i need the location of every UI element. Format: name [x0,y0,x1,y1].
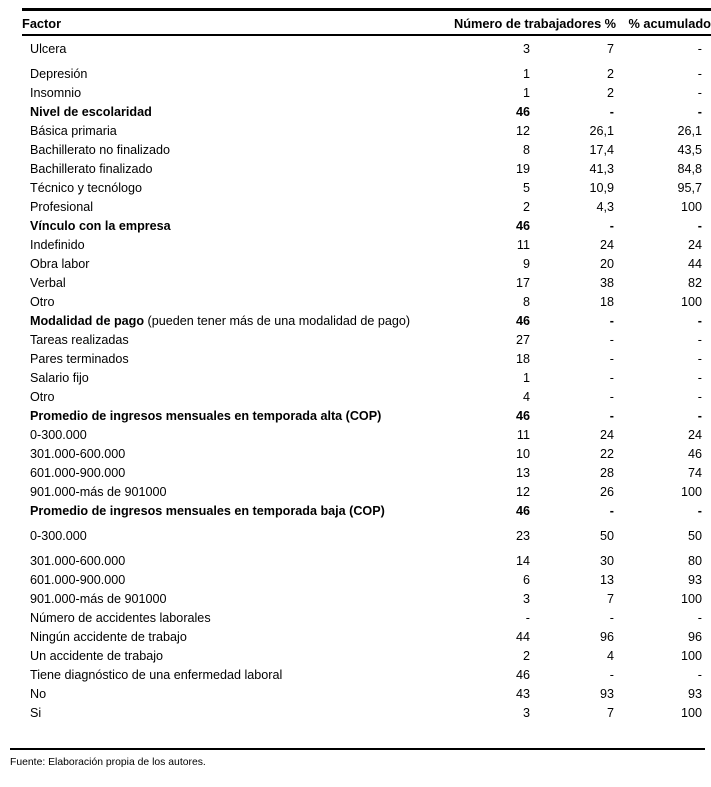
cell-factor: 901.000-más de 901000 [30,485,167,499]
cell-numero-trabajadores: - [525,611,530,625]
cell-numero-trabajadores: 1 [522,86,530,100]
cell-numero-trabajadores: 11 [516,428,530,442]
cell-factor: Nivel de escolaridad [30,105,152,119]
cell-percent: 28 [599,466,614,480]
table-header [22,0,711,34]
cell-numero-trabajadores: 17 [515,276,530,290]
table-row [22,255,711,274]
cell-factor: 301.000-600.000 [30,447,126,461]
cell-percent-acumulado: - [697,42,702,56]
table-row [22,426,711,445]
cell-percent: 93 [599,687,614,701]
cell-numero-trabajadores: 4 [522,390,530,404]
cell-percent: - [609,504,614,518]
table-row [22,502,711,521]
cell-factor: Otro [30,390,55,404]
cell-numero-trabajadores: 23 [515,529,530,543]
table-row [22,160,711,179]
table-source-note: Fuente: Elaboración propia de los autores. [10,757,206,768]
cell-factor [22,312,454,331]
cell-factor: Si [30,706,42,720]
cell-factor-label: Modalidad de pago [30,314,145,328]
cell-percent-acumulado: - [697,314,702,328]
cell-percent-acumulado: 44 [687,257,702,271]
table-bottom-rule [10,748,705,750]
cell-percent-acumulado: - [697,611,702,625]
cell-percent-acumulado: 100 [680,200,702,214]
column-header-numero-trabajadores: Número de trabajadores [454,16,602,31]
table-row [22,198,711,217]
table-row [22,331,711,350]
cell-numero-trabajadores: 9 [522,257,530,271]
cell-factor: Salario fijo [30,371,89,385]
cell-numero-trabajadores: 1 [522,371,530,385]
cell-factor: Un accidente de trabajo [30,649,164,663]
cell-numero-trabajadores: 8 [522,143,530,157]
cell-numero-trabajadores: 14 [515,554,530,568]
cell-percent: - [609,371,614,385]
cell-percent: - [609,668,614,682]
cell-numero-trabajadores: 8 [522,295,530,309]
cell-numero-trabajadores: 19 [515,162,530,176]
cell-factor: 301.000-600.000 [30,554,126,568]
cell-percent-acumulado: - [697,333,702,347]
cell-percent: 24 [599,238,614,252]
cell-factor: Tareas realizadas [30,333,129,347]
table-row [22,552,711,571]
cell-factor-note: (pueden tener más de una modalidad de pago) [144,314,411,328]
cell-percent: 2 [606,67,614,81]
cell-percent-acumulado: - [697,67,702,81]
cell-factor: Profesional [30,200,94,214]
cell-numero-trabajadores: 2 [522,200,530,214]
cell-percent: 30 [599,554,614,568]
cell-factor: Básica primaria [30,124,117,138]
table-row [22,685,711,704]
cell-percent-acumulado: 93 [687,573,702,587]
cell-numero-trabajadores: 1 [522,67,530,81]
cell-factor: Técnico y tecnólogo [30,181,143,195]
cell-percent-acumulado: - [697,105,702,119]
cell-percent-acumulado: - [697,390,702,404]
cell-percent-acumulado: 24 [687,238,702,252]
cell-percent: 18 [599,295,614,309]
cell-percent: 96 [599,630,614,644]
cell-percent-acumulado: 74 [687,466,702,480]
table-row [22,141,711,160]
cell-numero-trabajadores: 6 [522,573,530,587]
cell-percent: 2 [606,86,614,100]
cell-percent: 24 [599,428,614,442]
table-row [22,122,711,141]
cell-percent: - [609,390,614,404]
table-row [22,103,711,122]
cell-numero-trabajadores: 3 [522,42,530,56]
cell-factor: Ulcera [30,42,67,56]
table-row [22,407,711,426]
cell-factor: 601.000-900.000 [30,573,126,587]
cell-percent-acumulado: 100 [680,592,702,606]
cell-factor: Verbal [30,276,66,290]
cell-percent: - [609,409,614,423]
table-row [22,483,711,502]
table-row [22,628,711,647]
cell-factor: Promedio de ingresos mensuales en temporada baja (COP) [30,504,385,518]
cell-percent-acumulado: 26,1 [677,124,702,138]
cell-percent: - [609,333,614,347]
cell-numero-trabajadores: 11 [516,238,530,252]
statistics-table [22,0,711,723]
cell-percent: 22 [599,447,614,461]
table-row [22,84,711,103]
cell-percent-acumulado: 100 [680,649,702,663]
table-row [22,293,711,312]
cell-percent: 7 [606,706,614,720]
cell-numero-trabajadores: 46 [515,409,530,423]
cell-percent: - [609,219,614,233]
table-row [22,445,711,464]
table-row [22,34,711,65]
cell-percent-acumulado: 46 [687,447,702,461]
table-row [22,666,711,685]
cell-percent-acumulado: 96 [687,630,702,644]
table-header-row [22,0,711,34]
cell-percent-acumulado: - [697,504,702,518]
cell-percent: - [609,352,614,366]
cell-percent: 7 [606,42,614,56]
table-row [22,274,711,293]
cell-numero-trabajadores: 12 [515,485,530,499]
cell-factor: Pares terminados [30,352,129,366]
cell-factor: Ningún accidente de trabajo [30,630,187,644]
cell-factor: Depresión [30,67,88,81]
cell-percent-acumulado: - [697,86,702,100]
cell-percent: 20 [599,257,614,271]
cell-percent: 4,3 [596,200,614,214]
cell-numero-trabajadores: 10 [515,447,530,461]
cell-percent: 13 [599,573,614,587]
cell-numero-trabajadores: 46 [515,314,530,328]
table-row [22,647,711,666]
cell-numero-trabajadores: 46 [515,504,530,518]
cell-factor: Bachillerato no finalizado [30,143,171,157]
table-row [22,65,711,84]
cell-numero-trabajadores: 18 [515,352,530,366]
cell-numero-trabajadores: 46 [515,668,530,682]
cell-factor: Insomnio [30,86,82,100]
cell-numero-trabajadores: 43 [515,687,530,701]
cell-percent-acumulado: 50 [687,529,702,543]
cell-percent-acumulado: 100 [680,295,702,309]
cell-percent-acumulado: 95,7 [677,181,702,195]
table-row [22,521,711,552]
cell-factor: Obra labor [30,257,90,271]
cell-factor: Indefinido [30,238,85,252]
cell-percent-acumulado: 43,5 [677,143,702,157]
cell-factor: Otro [30,295,55,309]
table-row [22,312,711,331]
cell-percent-acumulado: - [697,371,702,385]
column-header-percent: % [604,16,616,31]
cell-percent: 4 [606,649,614,663]
cell-percent-acumulado: - [697,219,702,233]
cell-numero-trabajadores: 3 [522,592,530,606]
cell-factor: Vínculo con la empresa [30,219,171,233]
cell-percent-acumulado: 100 [680,706,702,720]
cell-percent-acumulado: 100 [680,485,702,499]
cell-numero-trabajadores: 5 [522,181,530,195]
cell-numero-trabajadores: 2 [522,649,530,663]
table-row [22,369,711,388]
table-row [22,571,711,590]
table-row [22,464,711,483]
cell-percent-acumulado: 80 [687,554,702,568]
cell-factor: 601.000-900.000 [30,466,126,480]
table-row [22,217,711,236]
cell-percent-acumulado: - [697,352,702,366]
cell-factor: 0-300.000 [30,428,87,442]
table-row [22,609,711,628]
cell-numero-trabajadores: 12 [515,124,530,138]
cell-percent-acumulado: 84,8 [677,162,702,176]
table-row [22,704,711,723]
cell-percent-acumulado: - [697,668,702,682]
cell-percent-acumulado: 24 [687,428,702,442]
cell-factor: Tiene diagnóstico de una enfermedad laboral [30,668,283,682]
cell-percent: 7 [606,592,614,606]
cell-factor: Promedio de ingresos mensuales en temporada alta (COP) [30,409,382,423]
table-row [22,179,711,198]
cell-percent: 10,9 [589,181,614,195]
column-header-percent-acumulado: % acumulado [628,16,711,31]
table-row [22,236,711,255]
cell-percent: 41,3 [589,162,614,176]
cell-percent: 38 [599,276,614,290]
cell-percent: 26,1 [589,124,614,138]
cell-percent-acumulado: 93 [687,687,702,701]
cell-factor: Número de accidentes laborales [30,611,211,625]
cell-percent: - [609,314,614,328]
cell-factor: 0-300.000 [30,529,87,543]
cell-numero-trabajadores: 13 [515,466,530,480]
cell-percent: - [609,105,614,119]
cell-numero-trabajadores: 3 [522,706,530,720]
column-header-factor: Factor [22,16,62,31]
cell-percent: 26 [599,485,614,499]
cell-factor: Bachillerato finalizado [30,162,153,176]
cell-percent-acumulado: 82 [687,276,702,290]
cell-numero-trabajadores: 27 [515,333,530,347]
cell-factor: 901.000-más de 901000 [30,592,167,606]
cell-numero-trabajadores: 46 [515,219,530,233]
cell-numero-trabajadores: 44 [515,630,530,644]
table-row [22,388,711,407]
cell-percent: 50 [599,529,614,543]
cell-factor: No [30,687,47,701]
cell-percent-acumulado: - [697,409,702,423]
table-row [22,350,711,369]
table-row [22,590,711,609]
cell-percent: 17,4 [589,143,614,157]
table-body [22,34,711,723]
cell-numero-trabajadores: 46 [515,105,530,119]
cell-percent: - [609,611,614,625]
